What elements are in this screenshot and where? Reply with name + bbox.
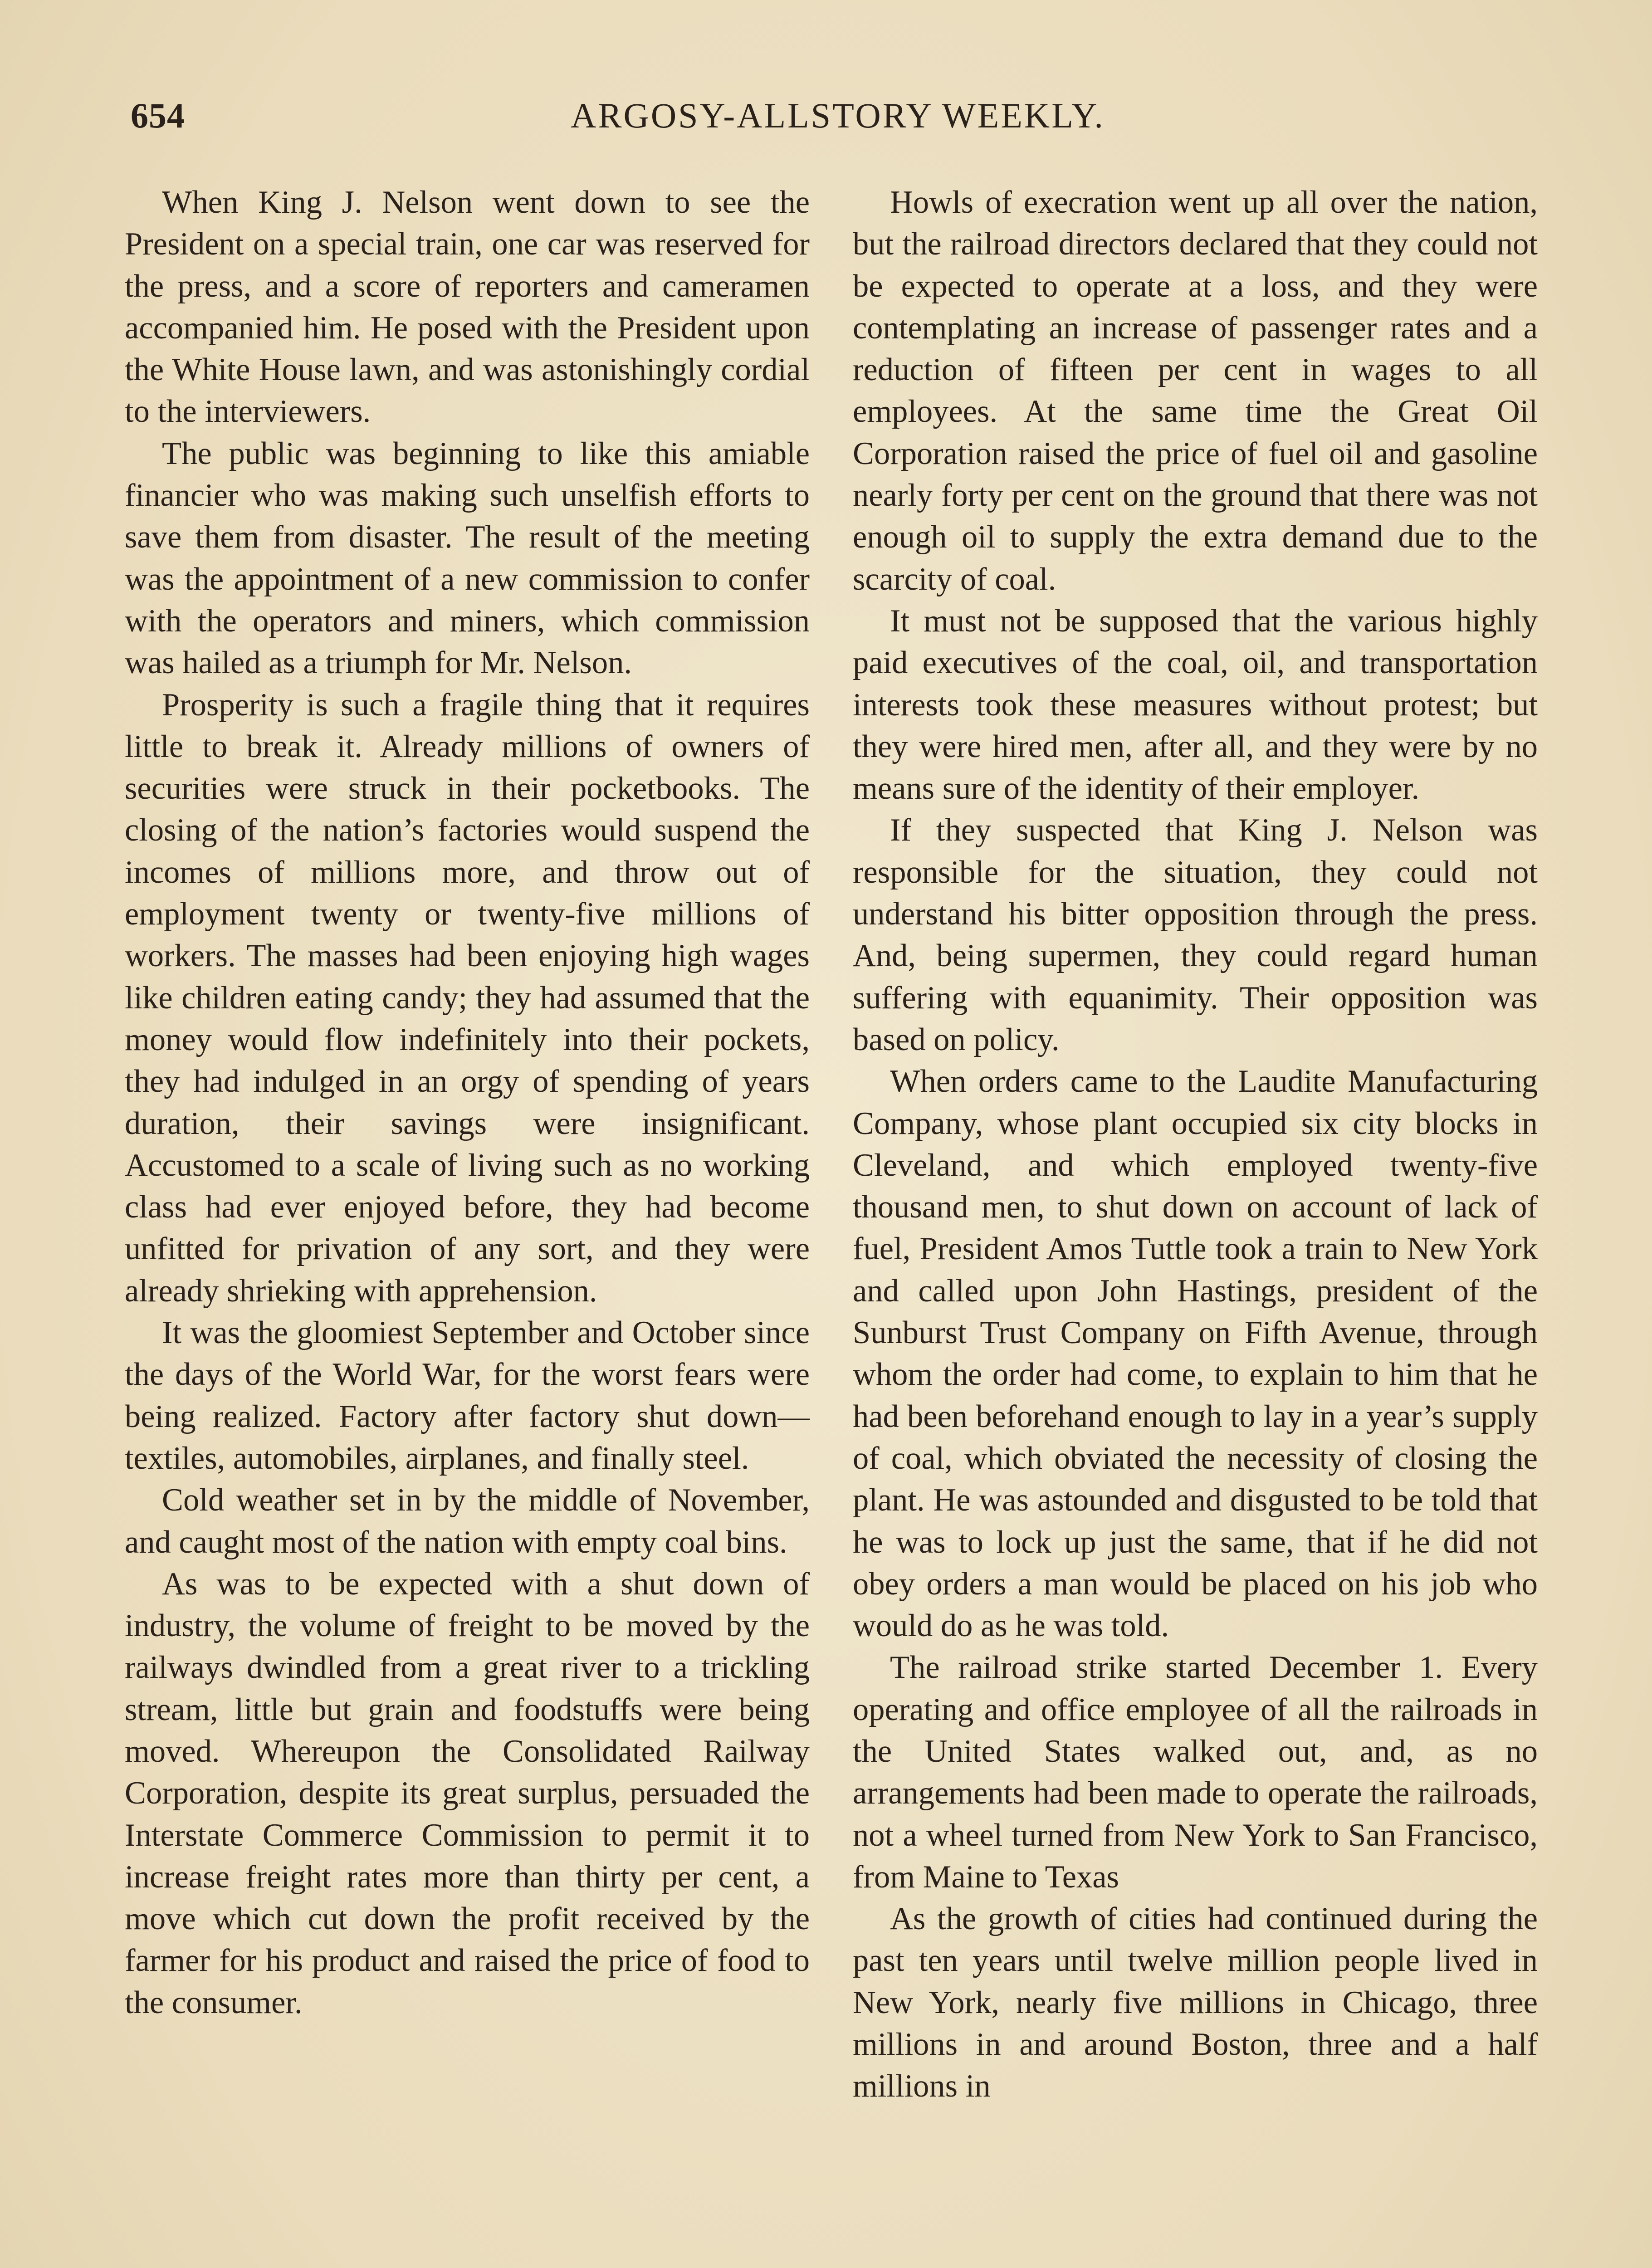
paragraph: When orders came to the Laudite Manufacturing Company, whose plant occupied six city blocks in Cleveland, and which employed twenty-five thousand men, to shut down on account of lack of fuel, President Amos Tuttle took a train to New York and called upon John Hastings, president of the Sunburst Trust Company on Fifth Avenue, through whom the order had come, to explain to him that he had been beforehand enough to lay in a year’s supply of coal, which obviated the necessity of closing the plant. He was astounded and disgusted to be told that he was to lock up just the same, that if he did not obey orders a man would be placed on his job who would do as he was told. bbox=[853, 1064, 1538, 1644]
paragraph: The public was beginning to like this amiable financier who was making such unselfish efforts to save them from disaster. The result of the meeting was the appointment of a new commission to confer with the operators and miners, which commission was hailed as a triumph for Mr. Nelson. bbox=[125, 435, 810, 681]
left-column bbox=[125, 181, 810, 2024]
paragraph: As the growth of cities had continued during the past ten years until twelve million people lived in New York, nearly five millions in Chicago, three millions in and around Boston, three and a half millions in bbox=[853, 1901, 1538, 2104]
page-header bbox=[131, 95, 1545, 154]
page-number: 654 bbox=[131, 96, 185, 135]
running-head: ARGOSY-ALLSTORY WEEKLY. bbox=[571, 96, 1105, 135]
paragraph: If they suspected that King J. Nelson was responsible for the situation, they could not understand his bitter opposition through the press. And, being supermen, they could regard human suffering with equanimity. Their opposition was based on policy. bbox=[853, 812, 1538, 1057]
right-column bbox=[853, 181, 1538, 2107]
paragraph: Howls of execration went up all over the nation, but the railroad directors declared that they could not be expected to operate at a loss, and they were contemplating an increase of passenger rates and a reduction of fifteen per cent in wages to all employees. At the same time the Great Oil Corporation raised the price of fuel oil and gasoline nearly forty per cent on the ground that there was not enough oil to supply the extra demand due to the scarcity of coal. bbox=[853, 185, 1538, 597]
paragraph: It was the gloomiest September and October since the days of the World War, for the worst fears were being realized. Factory after factory shut down—textiles, automobiles, airplanes, and finally steel. bbox=[125, 1315, 810, 1476]
paragraph: The railroad strike started December 1. Every operating and office employee of all the railroads in the United States walked out, and, as no arrangements had been made to operate the railroads, not a wheel turned from New York to San Francisco, from Maine to Texas bbox=[853, 1650, 1538, 1895]
paragraph: It must not be supposed that the various highly paid executives of the coal, oil, and transportation interests took these measures without protest; but they were hired men, after all, and they were by no means sure of the identity of their employer. bbox=[853, 603, 1538, 807]
paragraph: As was to be expected with a shut down of industry, the volume of freight to be moved by the railways dwindled from a great river to a trickling stream, little but grain and foodstuffs were being moved. Whereupon the Consolidated Railway Corporation, despite its great surplus, persuaded the Interstate Commerce Commission to permit it to increase freight rates more than thirty per cent, a move which cut down the profit received by the farmer for his product and raised the price of food to the consumer. bbox=[125, 1566, 810, 2020]
paragraph: Cold weather set in by the middle of November, and caught most of the nation with empty coal bins. bbox=[125, 1482, 810, 1560]
paragraph: Prosperity is such a fragile thing that it requires little to break it. Already millions of owners of securities were struck in their pocketbooks. The closing of the nation’s factories would suspend the incomes of millions more, and throw out of employment twenty or twenty-five millions of workers. The masses had been enjoying high wages like children eating candy; they had assumed that the money would flow indefinitely into their pockets, they had indulged in an orgy of spending of years duration, their savings were insignificant. Accustomed to a scale of living such as no working class had ever enjoyed before, they had become unfitted for privation of any sort, and they were already shrieking with apprehension. bbox=[125, 687, 810, 1309]
paragraph: When King J. Nelson went down to see the President on a special train, one car was reserved for the press, and a score of reporters and cameramen accompanied him. He posed with the President upon the White House lawn, and was astonishingly cordial to the interviewers. bbox=[125, 185, 810, 430]
